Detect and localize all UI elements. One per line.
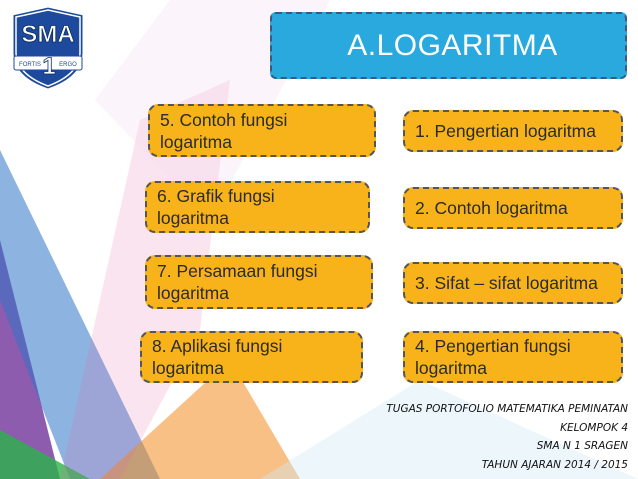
topic-label: 7. Persamaan fungsi logaritma	[157, 261, 318, 303]
logo-text: SMA	[21, 21, 75, 48]
title-box	[270, 12, 627, 79]
topic-box-4-pengertian-fungsi[interactable]	[403, 331, 623, 383]
slide-title: A.LOGARITMA	[347, 28, 558, 62]
logo-number: 1	[42, 53, 56, 80]
topic-box-6-grafik-fungsi[interactable]	[145, 181, 370, 233]
topic-label: 5. Contoh fungsi logaritma	[160, 109, 288, 152]
topic-box-8-aplikasi-fungsi[interactable]	[140, 331, 363, 383]
topic-box-1-pengertian[interactable]	[403, 110, 623, 152]
topic-box-7-persamaan-fungsi[interactable]	[145, 255, 373, 309]
topic-box-2-contoh[interactable]	[403, 187, 623, 229]
logo-ribbon-right: ERGO	[59, 62, 77, 68]
topic-label: 2. Contoh logaritma	[415, 198, 568, 218]
topic-label: 6. Grafik fungsi logaritma	[157, 186, 275, 228]
footer-credits	[308, 400, 628, 474]
footer-line: TAHUN AJARAN 2014 / 2015	[481, 458, 628, 471]
topic-label: 4. Pengertian fungsi logaritma	[415, 336, 571, 378]
topic-box-5-contoh-fungsi[interactable]	[148, 104, 376, 157]
school-logo	[0, 0, 97, 95]
footer-line: TUGAS PORTOFOLIO MATEMATIKA PEMINATAN	[386, 403, 628, 415]
topic-label: 3. Sifat – sifat logaritma	[415, 273, 598, 293]
footer-line: KELOMPOK 4	[560, 421, 628, 434]
footer-line: SMA N 1 SRAGEN	[536, 440, 628, 452]
topic-label: 8. Aplikasi fungsi logaritma	[152, 336, 283, 378]
logo-ribbon-left: FORTIS	[19, 62, 41, 68]
topic-label: 1. Pengertian logaritma	[415, 121, 596, 141]
topic-box-3-sifat[interactable]	[403, 262, 623, 304]
